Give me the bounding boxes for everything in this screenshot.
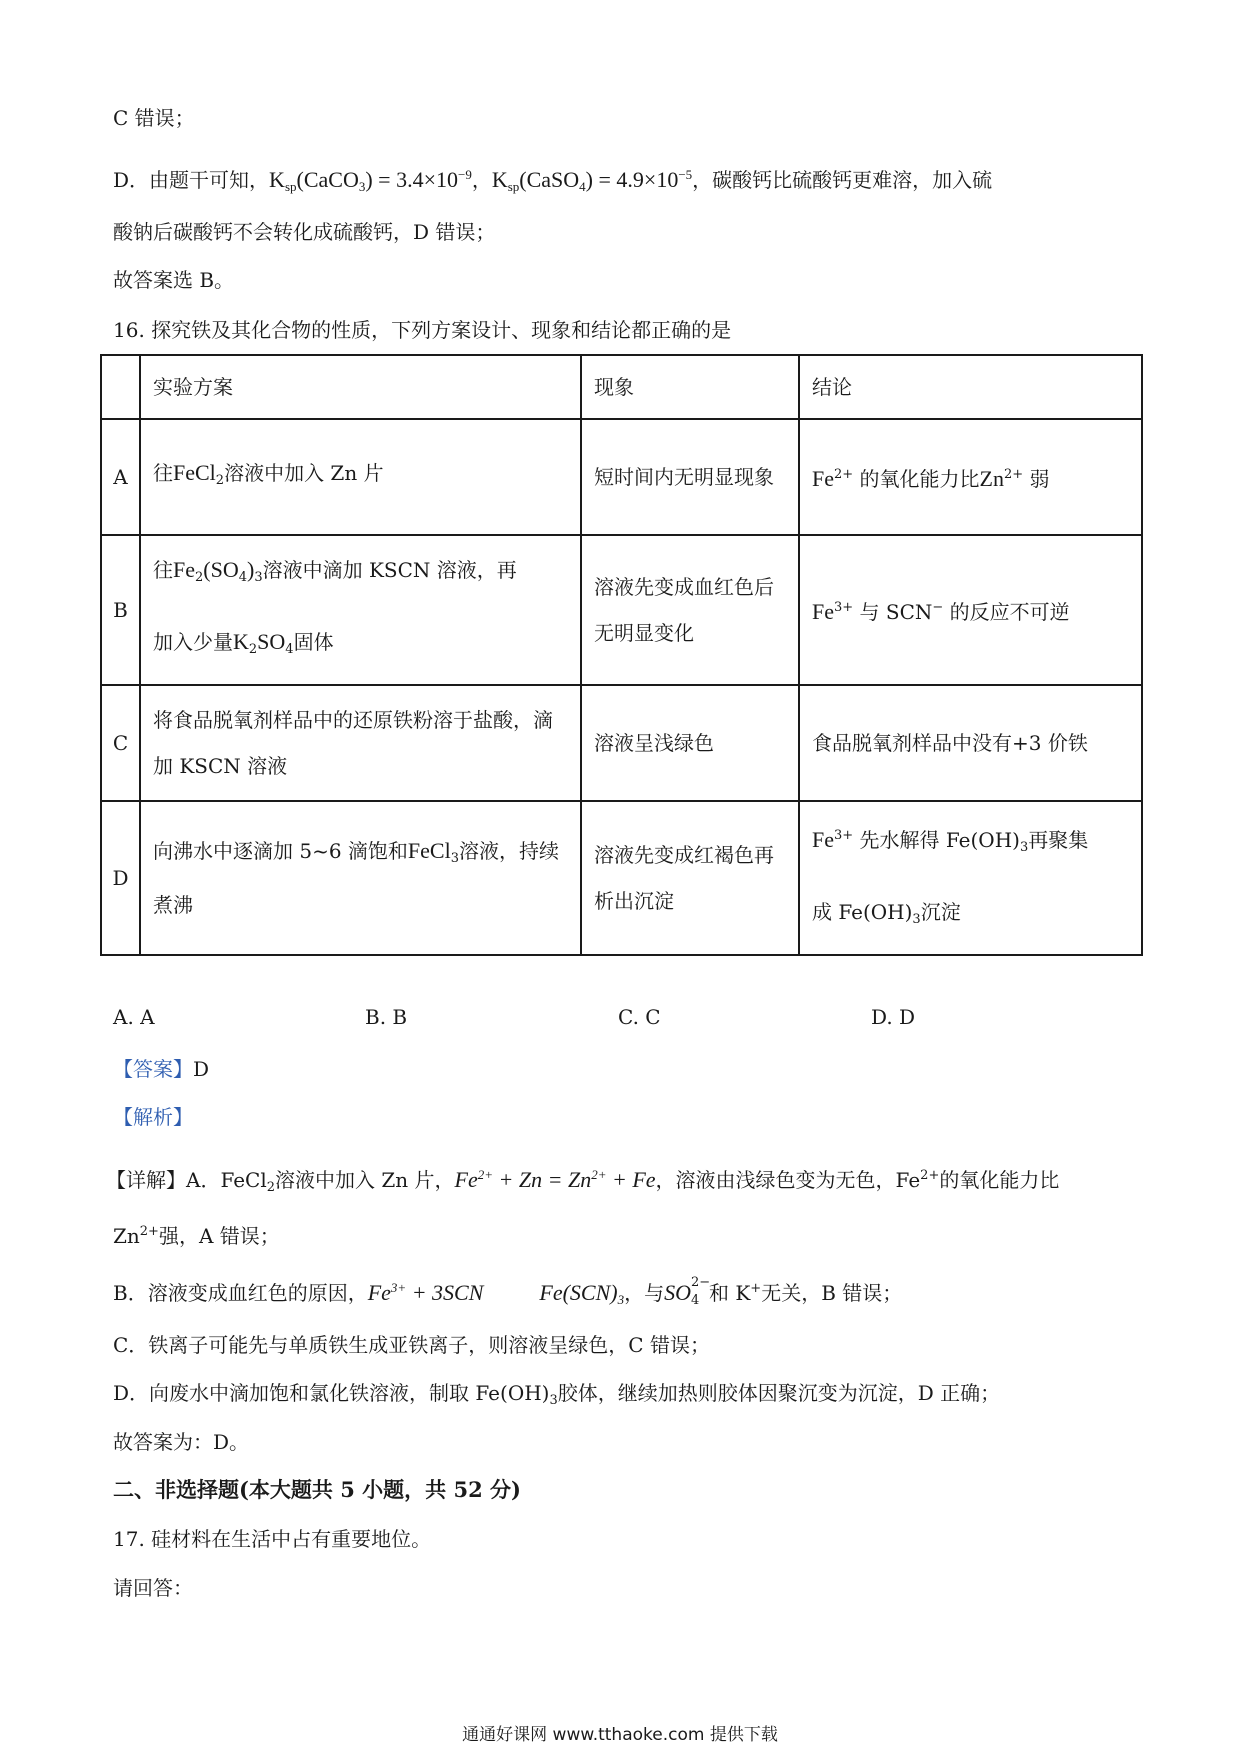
page-footer: 通通好课网 www.tthaoke.com 提供下载	[462, 1725, 778, 1745]
formula: Fe	[173, 557, 195, 582]
text-span: 强，A 错误；	[158, 1224, 280, 1248]
text-span: 胶体，继续加热则胶体因聚沉变为沉淀，D 正确；	[557, 1381, 1001, 1405]
text-span: 先水解得 Fe(OH)	[859, 828, 1020, 852]
subscript: 4	[238, 570, 248, 585]
text-span: 固体	[293, 630, 334, 654]
table-row	[101, 535, 1142, 685]
conclusion-cell: 食品脱氧剂样品中没有+3 价铁	[799, 685, 1142, 801]
text-span: 溶液中加入 Zn 片，	[275, 1168, 455, 1192]
option-c: C. C	[618, 1005, 661, 1029]
formula: FeCl	[173, 460, 216, 485]
text-span: 溶液，持续煮沸	[153, 839, 559, 917]
text-span: 的反应不可逆	[949, 600, 1070, 624]
text-span: D．向废水中滴加饱和氯化铁溶液，制取 Fe(OH)	[113, 1381, 550, 1405]
header-cell: 现象	[581, 355, 799, 419]
row-label: C	[101, 685, 140, 801]
experiment-table	[100, 354, 1143, 956]
phenomenon-cell: 溶液先变成红褐色再析出沉淀	[581, 801, 799, 955]
formula: (SO	[203, 557, 239, 582]
table-row	[101, 801, 1142, 955]
subscript: 2	[266, 1180, 276, 1195]
analysis-tag	[113, 1102, 193, 1132]
superscript: 2+	[477, 1167, 494, 1182]
formula: SO	[664, 1280, 691, 1305]
detail-line-a	[106, 1160, 1059, 1203]
subscript: 3	[617, 1292, 625, 1307]
subscript: 2	[215, 473, 225, 488]
formula: K	[233, 629, 249, 654]
table-row	[101, 685, 1142, 801]
phenomenon-cell: 溶液先变成血红色后无明显变化	[581, 535, 799, 685]
answer-options	[113, 1005, 1113, 1035]
text-span: B．溶液变成血红色的原因，	[113, 1281, 368, 1305]
table-header-row	[101, 355, 1142, 419]
superscript: 3+	[834, 600, 854, 615]
text-span: 无关，B 错误；	[761, 1281, 903, 1305]
formula: Fe	[367, 1280, 391, 1305]
subscript: 4	[285, 642, 294, 657]
formula: Fe	[812, 827, 834, 852]
formula: FeCl	[407, 838, 451, 863]
text-span: 的氧化能力比	[859, 467, 980, 491]
subscript: 3	[1019, 840, 1029, 855]
conclusion-cell	[799, 801, 1142, 955]
superscript: 2+	[920, 1168, 940, 1183]
value: 3.4×10	[396, 167, 458, 192]
formula: Zn	[979, 466, 1004, 491]
detail-line-c: C．铁离子可能先与单质铁生成亚铁离子，则溶液呈绿色，C 错误；	[113, 1333, 710, 1357]
detail-tag: 【详解】	[106, 1168, 186, 1192]
formula: + Fe	[611, 1167, 656, 1192]
text-line: 酸钠后碳酸钙不会转化成硫酸钙，D 错误；	[113, 220, 496, 244]
row-label: D	[101, 801, 140, 955]
text-span: 与 SCN	[859, 600, 933, 624]
text-span: ，溶液由浅绿色变为无色，Fe	[655, 1168, 921, 1192]
superscript: 2+	[1003, 467, 1024, 482]
formula: CaSO	[526, 167, 580, 192]
text-span: 成 Fe(OH)	[812, 900, 913, 924]
option-b: B. B	[365, 1005, 408, 1029]
subscript: 3	[549, 1393, 558, 1408]
text-span: 往	[153, 558, 173, 582]
text-span: 溶液中加入 Zn 片	[224, 461, 384, 485]
formula: + Zn = Zn	[498, 1167, 592, 1192]
text-span: 再聚集	[1028, 828, 1089, 852]
superscript: 2−	[690, 1275, 711, 1290]
formula: Fe	[812, 466, 834, 491]
subscript: 4	[690, 1293, 700, 1308]
ksp-statement: D．由题干可知，$K_{sp}(CaCO_3) = 3.4\times 10^{-9}$，$K_{sp}(CaSO_4) = 4.9\times 10^{-5}$，碳酸钙比硫酸钙更难溶，加入硫	[113, 167, 993, 194]
value: 4.9×10	[616, 167, 679, 192]
detail-line-a2	[113, 1217, 280, 1251]
text-span: 和 K	[708, 1281, 751, 1305]
header-cell	[101, 355, 140, 419]
plan-cell	[140, 801, 581, 955]
question-stem: 17. 硅材料在生活中占有重要地位。	[113, 1527, 432, 1551]
answer-line: 故答案为：D。	[113, 1430, 250, 1454]
option-d: D. D	[871, 1005, 916, 1029]
answer-line	[113, 1054, 209, 1084]
detail-line-d	[113, 1378, 1000, 1416]
phenomenon-cell: 溶液呈浅绿色	[581, 685, 799, 801]
section-heading: 二、非选择题(本大题共 5 小题，共 52 分)	[113, 1477, 521, 1502]
text-span: 溶液中滴加 KSCN 溶液，再	[262, 558, 517, 582]
text-line: C 错误；	[113, 106, 195, 130]
superscript: 3+	[390, 1280, 407, 1295]
answer-tag: 【答案】	[113, 1057, 193, 1081]
superscript: −	[932, 600, 944, 615]
conclusion-cell	[799, 419, 1142, 535]
subscript: 2	[248, 642, 258, 657]
text-span: ，碳酸钙比硫酸钙更难溶，加入硫	[692, 168, 993, 192]
text-span: 弱	[1029, 467, 1050, 491]
plan-cell: 将食品脱氧剂样品中的还原铁粉溶于盐酸，滴加 KSCN 溶液	[140, 685, 581, 801]
text-span: 向沸水中逐滴加 5~6 滴饱和	[153, 839, 408, 863]
text-span: D．由题干可知，	[113, 168, 270, 192]
subscript: 3	[254, 570, 263, 585]
detail-line-b	[113, 1273, 902, 1315]
formula: Fe	[812, 599, 834, 624]
ion-charge	[690, 1275, 711, 1308]
table-row	[101, 419, 1142, 535]
question-prompt: 请回答：	[113, 1576, 193, 1600]
header-cell: 结论	[799, 355, 1142, 419]
superscript: −5	[678, 167, 693, 182]
text-span: 往	[153, 461, 173, 485]
formula: Fe(SCN)	[539, 1280, 618, 1305]
equation	[368, 1280, 624, 1305]
formula: SO	[257, 629, 286, 654]
question-stem: 16. 探究铁及其化合物的性质，下列方案设计、现象和结论都正确的是	[113, 318, 732, 342]
subscript: 4	[579, 179, 586, 194]
row-label: B	[101, 535, 140, 685]
text-span: 加入少量	[153, 630, 233, 654]
subscript: 2	[195, 570, 204, 585]
equation	[455, 1167, 656, 1192]
text-span: Zn	[113, 1224, 140, 1248]
answer-value: D	[193, 1057, 210, 1081]
phenomenon-cell: 短时间内无明显现象	[581, 419, 799, 535]
option-a: A. A	[113, 1005, 155, 1029]
superscript: 2+	[591, 1167, 607, 1182]
superscript: −9	[457, 167, 472, 182]
conclusion-cell	[799, 535, 1142, 685]
text-span: 沉淀	[920, 900, 961, 924]
superscript: 2+	[834, 467, 854, 482]
subscript: 3	[358, 179, 366, 194]
plan-cell	[140, 419, 581, 535]
answer-line: 故答案选 B。	[113, 268, 235, 292]
formula: CaCO	[303, 167, 359, 192]
subscript: 3	[450, 851, 459, 866]
formula: Fe	[454, 1167, 478, 1192]
superscript: 3+	[834, 828, 854, 843]
superscript: 2+	[139, 1224, 159, 1239]
plan-cell	[140, 535, 581, 685]
subscript: 3	[912, 912, 921, 927]
header-cell: 实验方案	[140, 355, 581, 419]
row-label: A	[101, 419, 140, 535]
formula: + 3SCN	[411, 1280, 484, 1305]
text-span: ，与	[624, 1281, 665, 1305]
formula: )	[247, 557, 255, 582]
superscript: +	[750, 1281, 762, 1296]
analysis-label: 【解析】	[113, 1105, 193, 1129]
text-span: A．FeCl	[186, 1168, 267, 1192]
text-span: 的氧化能力比	[939, 1168, 1060, 1192]
